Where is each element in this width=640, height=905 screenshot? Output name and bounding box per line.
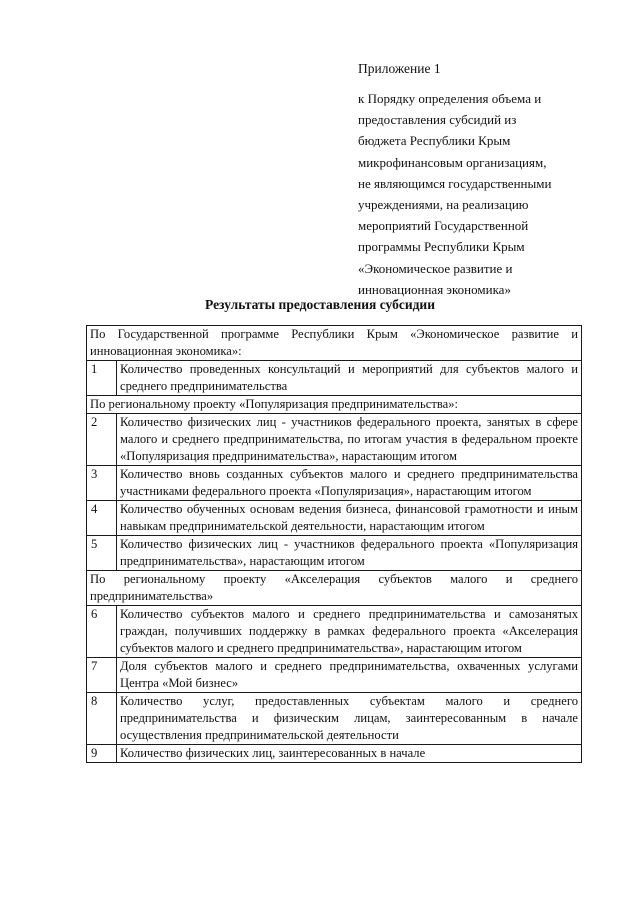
appendix-line: бюджета Республики Крым [358,133,511,149]
row-number: 1 [87,361,117,396]
row-description: Количество физических лиц - участников федерального проекта «Популяризация предпринимательства», нарастающим итогом [117,536,582,571]
appendix-line: к Порядку определения объема и [358,91,542,106]
table-row [87,361,582,396]
section-program-cell: По Государственной программе Республики Крым «Экономическое развитие и инновационная экономика»: [87,326,582,361]
appendix-line: «Экономическое развитие и [358,260,513,276]
row-number: 9 [87,745,117,763]
table-row [87,745,582,763]
table-row [87,693,582,745]
row-number: 7 [87,658,117,693]
section-row-project [87,571,582,606]
appendix-line: учреждениями, на реализацию [358,197,529,213]
row-number: 5 [87,536,117,571]
row-description: Количество услуг, предоставленных субъектам малого и среднего предпринимательства и физическим лицам, заинтересованным в начале осуществления предпринимательской деятельности [117,693,582,745]
appendix-reference [358,88,608,300]
appendix-line: инновационная экономика» [358,281,511,297]
appendix-line: программы Республики Крым [358,239,525,255]
appendix-title: Приложение 1 [358,61,441,76]
table-row [87,606,582,658]
section-project-cell: По региональному проекту «Акселерация субъектов малого и среднего предпринимательства» [87,571,582,606]
row-number: 8 [87,693,117,745]
results-table [86,325,582,763]
row-description: Количество обученных основам ведения бизнеса, финансовой грамотности и иным навыкам предпринимательской деятельности, нарастающим итогом [117,501,582,536]
row-description: Доля субъектов малого и среднего предпринимательства, охваченных услугами Центра «Мой бизнес» [117,658,582,693]
table-row [87,658,582,693]
row-description: Количество физических лиц, заинтересованных в начале [117,745,582,763]
appendix-line: мероприятий Государственной [358,218,529,234]
row-description: Количество проведенных консультаций и мероприятий для субъектов малого и среднего предпринимательства [117,361,582,396]
appendix-line: микрофинансовым организациям, [358,154,547,170]
document-heading: Результаты предоставления субсидии [205,297,435,312]
row-number: 6 [87,606,117,658]
section-project-cell: По региональному проекту «Популяризация предпринимательства»: [87,396,582,414]
table-row [87,536,582,571]
appendix-line: не являющимся государственными [358,175,552,191]
row-number: 4 [87,501,117,536]
table-row [87,501,582,536]
row-description: Количество физических лиц - участников федерального проекта, занятых в сфере малого и среднего предпринимательства, по итогам участия в федеральном проекте «Популяризация предпринимательства», нарастающим итогом [117,414,582,466]
section-row-program [87,326,582,361]
row-description: Количество вновь созданных субъектов малого и среднего предпринимательства участниками федерального проекта «Популяризация», нарастающим итогом [117,466,582,501]
table-row [87,466,582,501]
row-number: 2 [87,414,117,466]
table-row [87,414,582,466]
row-number: 3 [87,466,117,501]
row-description: Количество субъектов малого и среднего предпринимательства и самозанятых граждан, получивших поддержку в рамках федерального проекта «Акселерация субъектов малого и среднего предпринимательства», нарастающим итогом [117,606,582,658]
section-row-project [87,396,582,414]
appendix-line: предоставления субсидий из [358,112,517,128]
